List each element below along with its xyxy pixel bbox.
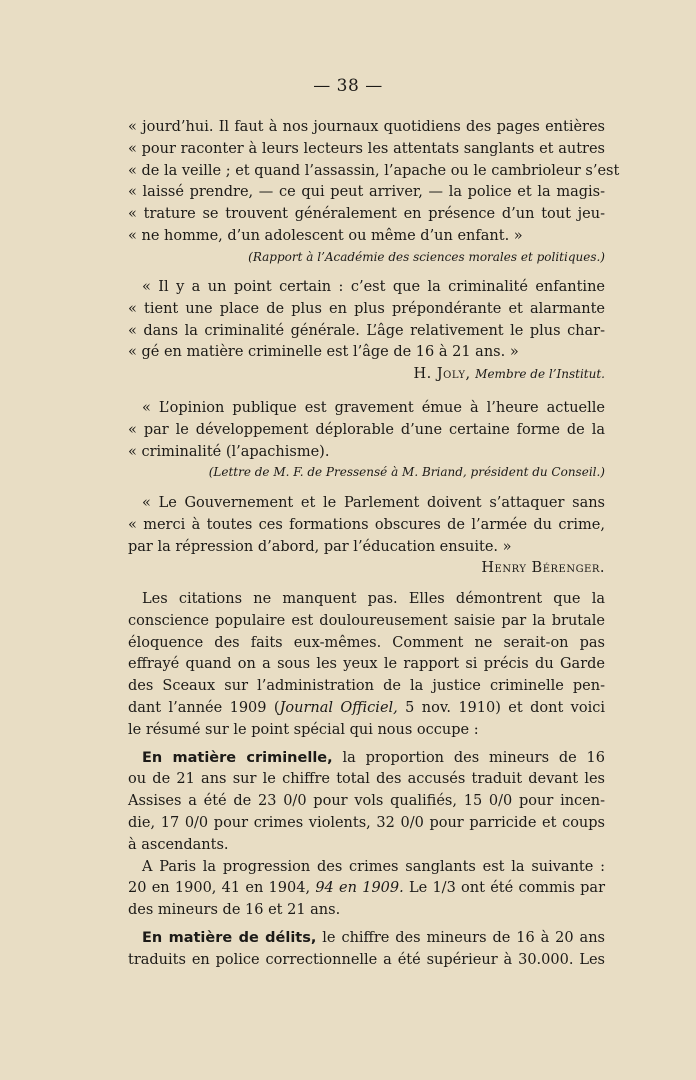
quote-line: par la répression d’abord, par l’éducation ensuite. »	[128, 538, 512, 555]
text-span: le chiffre des mineurs de 16 à 20 ans	[316, 929, 605, 946]
body-line: des mineurs de 16 et 21 ans.	[128, 902, 341, 919]
quote-line: « gé en matière criminelle est l’âge de 16 à 21 ans. »	[128, 344, 519, 361]
quote-signature	[128, 558, 605, 580]
emphasis-1909: 94 en 1909.	[315, 880, 404, 897]
quote-berenger	[128, 493, 605, 580]
quote-line: « dans la criminalité générale. L’âge relativement le plus char-	[128, 322, 605, 339]
body-line: traduits en police correctionnelle a été supérieur à 30.000. Les	[128, 951, 605, 968]
body-line: A Paris la progression des crimes sanglants est la suivante :	[142, 858, 605, 875]
section-heading-criminelle: En matière criminelle,	[142, 749, 333, 766]
journal-officiel-citation: Journal Officiel,	[279, 699, 398, 716]
body-line	[128, 698, 605, 720]
page-number: — 38 —	[313, 76, 383, 96]
body-line: ou de 21 ans sur le chiffre total des accusés traduit devant les	[128, 771, 605, 788]
quote-academie	[128, 117, 620, 266]
quote-line: « par le développement déplorable d’une certaine forme de la	[128, 421, 605, 438]
quote-attribution: (Lettre de M. F. de Pressensé à M. Briand, président du Conseil.)	[208, 465, 605, 480]
quote-line: « criminalité (l’apachisme).	[128, 443, 330, 460]
body-line: Assises a été de 23 0/0 pour vols qualifiés, 15 0/0 pour incen-	[128, 793, 605, 810]
body-line	[128, 748, 605, 770]
quote-line: « Le Gouvernement et le Parlement doivent s’attaquer sans	[142, 495, 605, 511]
body-line: conscience populaire est douloureusement saisie par la brutale	[128, 612, 605, 629]
quote-line: « Il y a un point certain : c’est que la criminalité enfantine	[142, 279, 605, 295]
quote-pressense	[128, 398, 605, 481]
quote-signature	[128, 364, 605, 386]
quote-line: « tient une place de plus en plus prépondérante et alarmante	[128, 300, 605, 317]
text-span: la proportion des mineurs de 16	[332, 749, 605, 766]
body-line: des Sceaux sur l’administration de la justice criminelle pen-	[128, 678, 605, 695]
body-line	[128, 878, 605, 900]
body-text	[128, 589, 605, 972]
text-span: Le 1/3 ont été commis par	[403, 880, 606, 897]
signature-role: Membre de l’Institut.	[475, 367, 605, 382]
body-line: le résumé sur le point spécial qui nous occupe :	[128, 721, 479, 738]
body-line: à ascendants.	[128, 836, 229, 853]
body-line: die, 17 0/0 pour crimes violents, 32 0/0 pour parricide et coups	[128, 814, 605, 831]
text-span: dant l’année 1909 (	[128, 699, 280, 716]
text-span: 5 nov. 1910) et dont voici	[397, 699, 605, 716]
quote-line: « de la veille ; et quand l’assassin, l’apache ou le cambrioleur s’est	[128, 162, 620, 179]
quote-attribution: (Rapport à l’Académie des sciences morales et politiques.)	[248, 249, 605, 264]
quote-joly	[128, 277, 605, 386]
quote-line: « laissé prendre, — ce qui peut arriver, — la police et la magis-	[128, 184, 605, 201]
quote-line: « trature se trouvent généralement en présence d’un tout jeu-	[128, 206, 605, 223]
body-line: Les citations ne manquent pas. Elles démontrent que la	[142, 591, 605, 607]
quote-line: « merci à toutes ces formations obscures de l’armée du crime,	[128, 516, 605, 533]
body-line: éloquence des faits eux-mêmes. Comment ne serait-on pas	[128, 634, 605, 651]
body-line	[128, 928, 605, 950]
text-span: 20 en 1900, 41 en 1904,	[128, 880, 316, 897]
signature-name: Henry Bérenger.	[481, 560, 605, 577]
quote-line: « ne homme, d’un adolescent ou même d’un enfant. »	[128, 227, 523, 244]
section-heading-delits: En matière de délits,	[142, 929, 317, 946]
quote-line: « jourd’hui. Il faut à nos journaux quotidiens des pages entières	[128, 119, 605, 135]
quote-line: « pour raconter à leurs lecteurs les attentats sanglants et autres	[128, 140, 605, 157]
signature-name: H. Joly,	[413, 366, 471, 383]
body-line: effrayé quand on a sous les yeux le rapport si précis du Garde	[128, 656, 605, 673]
quote-line: « L’opinion publique est gravement émue à l’heure actuelle	[142, 400, 605, 416]
